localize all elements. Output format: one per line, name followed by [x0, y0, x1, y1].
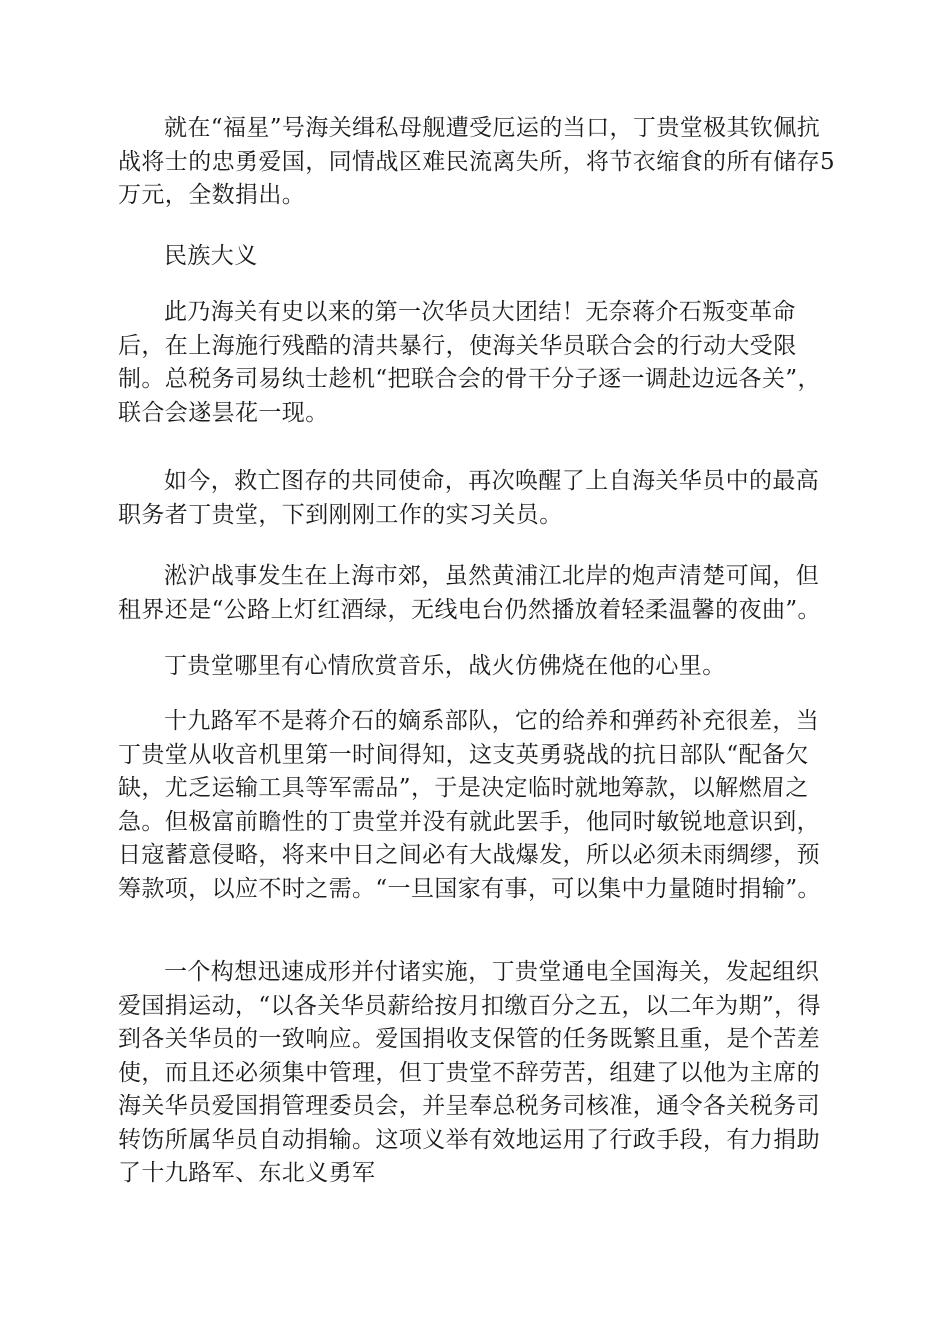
paragraph-no-mood-for-music: 丁贵堂哪里有心情欣赏音乐，战火仿佛烧在他的心里。 [164, 653, 726, 679]
paragraph-union-history: 此乃海关有史以来的第一次华员大团结！无奈蒋介石叛变革命后，在上海施行残酷的清共暴行，使海关华员联合会的行动大受限制。总税务司易纨士趁机“把联合会的骨干分子逐一调赴边远各关”，联合会遂昙花一现。 [118, 299, 821, 426]
paragraph-19th-route-army: 十九路军不是蒋介石的嫡系部队，它的给养和弹药补充很差，当丁贵堂从收音机里第一时间得知，这支英勇骁战的抗日部队“配备欠缺，尤乏运输工具等军需品”，于是决定临时就地筹款，以解燃眉之急。但极富前瞻性的丁贵堂并没有就此罢手，他同时敏锐地意识到，日寇蓄意侵略，将来中日之间必有大战爆发，所以必须未雨绸缪，预筹款项，以应不时之需。“一旦国家有事，可以集中力量随时捐输”。 [118, 708, 821, 902]
section-heading-national-righteousness: 民族大义 [164, 243, 258, 269]
paragraph-songhu-war: 淞沪战事发生在上海市郊，虽然黄浦江北岸的炮声清楚可闻，但租界还是“公路上灯红酒绿，无线电台仍然播放着轻柔温馨的夜曲”。 [118, 563, 821, 623]
paragraph-common-mission: 如今，救亡图存的共同使命，再次唤醒了上自海关华员中的最高职务者丁贵堂，下到刚刚工作的实习关员。 [118, 468, 820, 528]
paragraph-donation: 就在“福星”号海关缉私母舰遭受厄运的当口，丁贵堂极其钦佩抗战将士的忠勇爱国，同情战区难民流离失所，将节衣缩食的所有储存5万元，全数捐出。 [118, 115, 836, 208]
paragraph-patriotic-donation: 一个构想迅速成形并付诸实施，丁贵堂通电全国海关，发起组织爱国捐运动，“以各关华员薪给按月扣缴百分之五，以二年为期”，得到各关华员的一致响应。爱国捐收支保管的任务既繁且重，是个苦差使，而且还必须集中管理，但丁贵堂不辞劳苦，组建了以他为主席的海关华员爱国捐管理委员会，并呈奉总税务司核准，通令各关税务司转饬所属华员自动捐输。这项义举有效地运用了行政手段，有力捐助了十九路军、东北义勇军 [118, 959, 821, 1186]
